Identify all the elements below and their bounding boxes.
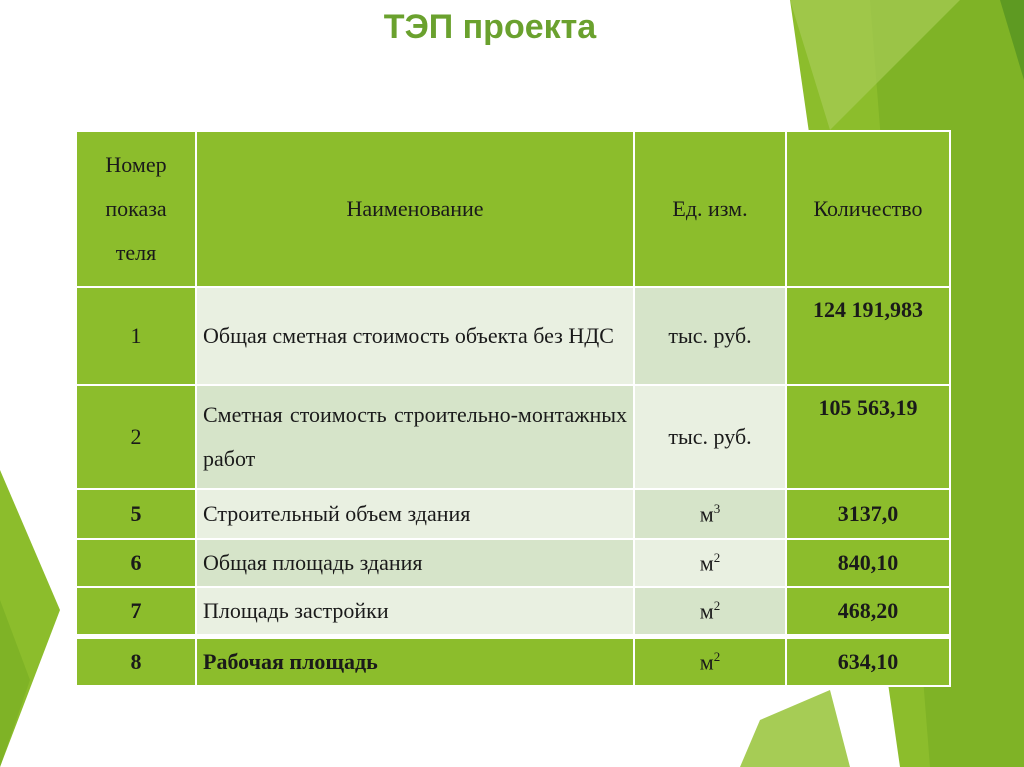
row-number: 7 xyxy=(77,588,195,634)
row-name: Строительный объем здания xyxy=(197,490,633,538)
table-header-row xyxy=(77,132,949,286)
unit-text: м xyxy=(699,550,714,576)
row-name: Общая сметная стоимость объекта без НДС xyxy=(197,288,633,384)
row-quantity: 3137,0 xyxy=(787,490,949,538)
table-row xyxy=(77,588,949,634)
row-number: 5 xyxy=(77,490,195,538)
header-number-line3: теля xyxy=(115,240,157,265)
row-unit xyxy=(635,540,785,586)
unit-text: м xyxy=(699,501,714,527)
row-name: Общая площадь здания xyxy=(197,540,633,586)
header-unit: Ед. изм. xyxy=(635,132,785,286)
unit-superscript: 2 xyxy=(713,648,721,664)
row-quantity: 124 191,983 xyxy=(787,288,949,384)
row-unit: тыс. руб. xyxy=(635,288,785,384)
row-name: Сметная стоимость строительно-монтажных работ xyxy=(197,386,633,488)
unit-superscript: 2 xyxy=(713,597,721,613)
header-quantity: Количество xyxy=(787,132,949,286)
header-number-line2: показа xyxy=(105,196,167,221)
header-number-line1: Номер xyxy=(105,152,167,177)
table-row xyxy=(77,636,949,685)
table-row xyxy=(77,386,949,488)
row-unit xyxy=(635,636,785,685)
row-quantity: 634,10 xyxy=(787,636,949,685)
row-unit xyxy=(635,588,785,634)
header-number xyxy=(77,132,195,286)
row-quantity: 840,10 xyxy=(787,540,949,586)
table-row xyxy=(77,490,949,538)
unit-superscript: 2 xyxy=(713,549,721,565)
row-quantity: 105 563,19 xyxy=(787,386,949,488)
table-row xyxy=(77,540,949,586)
row-number: 8 xyxy=(77,636,195,685)
tep-table xyxy=(75,130,951,687)
row-number: 6 xyxy=(77,540,195,586)
header-name: Наименование xyxy=(197,132,633,286)
bottom-green-shape xyxy=(740,690,850,767)
row-name: Площадь застройки xyxy=(197,588,633,634)
row-name: Рабочая площадь xyxy=(197,636,633,685)
row-number: 1 xyxy=(77,288,195,384)
unit-superscript: 3 xyxy=(713,500,721,516)
row-number: 2 xyxy=(77,386,195,488)
row-quantity: 468,20 xyxy=(787,588,949,634)
table-row xyxy=(77,288,949,384)
unit-text: м xyxy=(699,649,714,675)
row-unit xyxy=(635,490,785,538)
unit-text: м xyxy=(699,598,714,624)
row-unit: тыс. руб. xyxy=(635,386,785,488)
page-title: ТЭП проекта xyxy=(383,8,597,46)
